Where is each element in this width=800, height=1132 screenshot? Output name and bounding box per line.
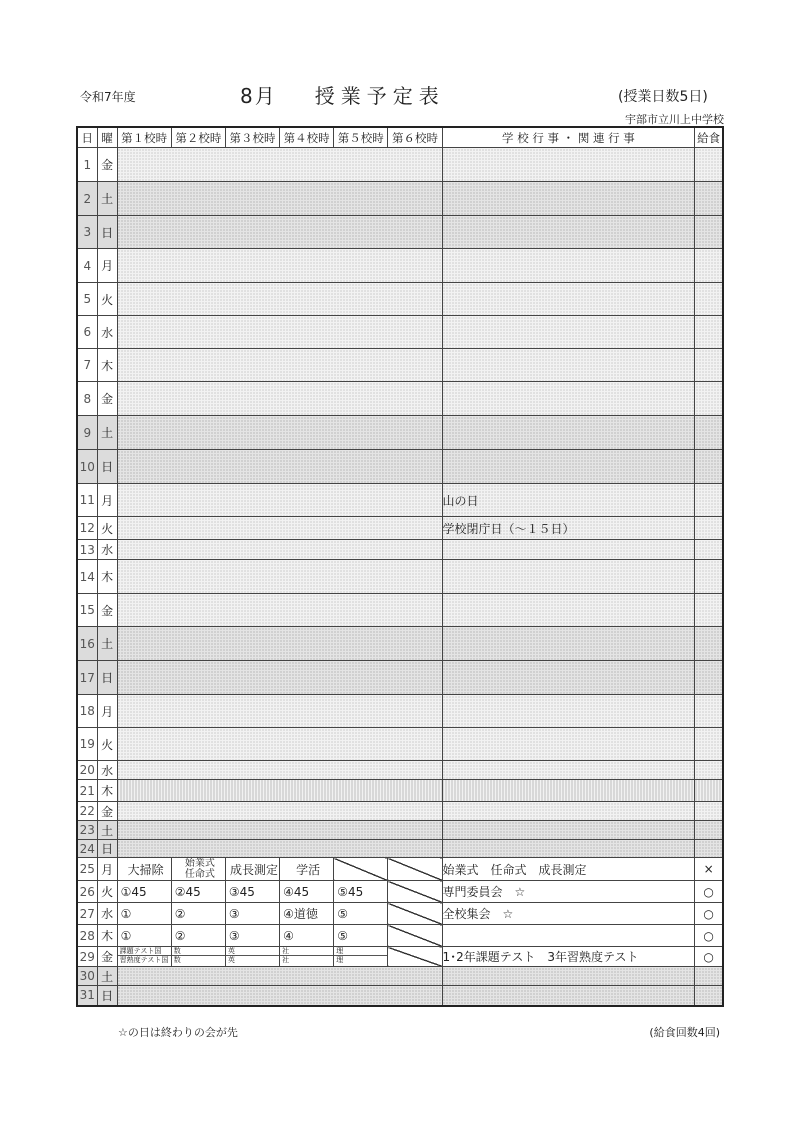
lunch-cell: [695, 986, 723, 1006]
lunch-cell: [695, 484, 723, 517]
lunch-cell: [695, 517, 723, 540]
day-row: [77, 925, 723, 947]
day-number: 3: [77, 216, 97, 249]
day-number: 7: [77, 349, 97, 382]
header-period-5: 第５校時: [334, 127, 388, 148]
day-of-week: 月: [97, 858, 117, 881]
school-name: 宇部市立川上中学校: [625, 113, 724, 126]
day-row: [77, 780, 723, 802]
header-period-6: 第６校時: [388, 127, 442, 148]
header-lunch: 給食: [695, 127, 723, 148]
period-block: [117, 216, 442, 249]
period-block: [117, 283, 442, 316]
period-block: [117, 695, 442, 728]
lunch-cell: [695, 802, 723, 821]
day-number: 25: [77, 858, 97, 881]
day-of-week: 火: [97, 881, 117, 903]
period-block: [117, 986, 442, 1006]
day-row: [77, 382, 723, 416]
day-row: [77, 695, 723, 728]
day-row: [77, 802, 723, 821]
day-of-week: 水: [97, 540, 117, 560]
lunch-cell: ○: [695, 947, 723, 967]
lunch-cell: [695, 967, 723, 986]
period-block: [117, 249, 442, 283]
period-block: [117, 182, 442, 216]
lunch-cell: ○: [695, 881, 723, 903]
day-number: 31: [77, 986, 97, 1006]
event-cell: [442, 349, 695, 382]
day-number: 30: [77, 967, 97, 986]
day-of-week: 土: [97, 416, 117, 450]
day-number: 26: [77, 881, 97, 903]
period-cell: ①45: [117, 881, 171, 903]
day-number: 2: [77, 182, 97, 216]
day-row: [77, 517, 723, 540]
period-cell: ③: [225, 903, 279, 925]
event-cell: 専門委員会 ☆: [442, 881, 695, 903]
period-block: [117, 416, 442, 450]
day-number: 18: [77, 695, 97, 728]
lunch-cell: [695, 316, 723, 349]
event-cell: [442, 925, 695, 947]
lunch-cell: [695, 661, 723, 695]
month-label: 8月: [240, 84, 277, 108]
day-of-week: 木: [97, 560, 117, 594]
day-of-week: 土: [97, 967, 117, 986]
period-cell: 大掃除: [117, 858, 171, 881]
period-cell-none: [388, 925, 442, 947]
day-row: [77, 349, 723, 382]
period-cell: ②: [171, 903, 225, 925]
day-number: 22: [77, 802, 97, 821]
header-period-1: 第１校時: [117, 127, 171, 148]
period-cell: ④: [280, 925, 334, 947]
day-number: 1: [77, 148, 97, 182]
day-of-week: 水: [97, 761, 117, 780]
lunch-cell: [695, 780, 723, 802]
period-cell-none: [388, 858, 442, 881]
period-block: [117, 382, 442, 416]
event-cell: [442, 802, 695, 821]
day-row: [77, 627, 723, 661]
event-cell: [442, 283, 695, 316]
lunch-cell: [695, 540, 723, 560]
lunch-cell: [695, 821, 723, 840]
day-row: [77, 316, 723, 349]
period-cell-none: [388, 947, 442, 967]
period-cell: ①: [117, 903, 171, 925]
day-row: [77, 484, 723, 517]
day-of-week: 金: [97, 148, 117, 182]
period-top: 理: [334, 947, 387, 956]
header-period-2: 第２校時: [171, 127, 225, 148]
event-cell: [442, 594, 695, 627]
period-block: [117, 802, 442, 821]
period-bottom: 習熟度テスト国: [119, 956, 169, 964]
day-of-week: 土: [97, 182, 117, 216]
period-block: [117, 540, 442, 560]
day-of-week: 月: [97, 249, 117, 283]
lunch-cell: [695, 840, 723, 858]
header-day: 日: [77, 127, 97, 148]
header-row: [77, 127, 723, 148]
day-of-week: 金: [97, 594, 117, 627]
period-cell: [334, 947, 388, 967]
period-block: [117, 594, 442, 627]
event-cell: [442, 216, 695, 249]
day-of-week: 火: [97, 517, 117, 540]
day-number: 29: [77, 947, 97, 967]
day-number: 19: [77, 728, 97, 761]
day-number: 17: [77, 661, 97, 695]
period-block: [117, 627, 442, 661]
day-of-week: 日: [97, 840, 117, 858]
day-of-week: 日: [97, 450, 117, 484]
lunch-cell: [695, 283, 723, 316]
schedule-table: [76, 126, 724, 1007]
day-of-week: 金: [97, 802, 117, 821]
period-block: [117, 761, 442, 780]
lunch-cell: [695, 695, 723, 728]
period-cell: 始業式 任命式: [171, 858, 225, 881]
period-cell: [117, 947, 171, 967]
event-cell: [442, 661, 695, 695]
period-block: [117, 840, 442, 858]
event-cell: [442, 382, 695, 416]
period-cell-none: [388, 881, 442, 903]
lunch-cell: [695, 416, 723, 450]
period-block: [117, 821, 442, 840]
day-number: 15: [77, 594, 97, 627]
lunch-cell: [695, 728, 723, 761]
day-of-week: 土: [97, 627, 117, 661]
day-of-week: 日: [97, 986, 117, 1006]
period-cell: ⑤: [334, 925, 388, 947]
period-bottom: 数: [173, 956, 181, 964]
period-bottom: 英: [227, 956, 235, 964]
day-of-week: 日: [97, 216, 117, 249]
event-cell: 全校集会 ☆: [442, 903, 695, 925]
event-cell: [442, 540, 695, 560]
lunch-cell: ×: [695, 858, 723, 881]
period-cell: ⑤45: [334, 881, 388, 903]
event-cell: [442, 840, 695, 858]
period-cell: ③45: [225, 881, 279, 903]
period-top: 数: [172, 947, 225, 956]
period-top: 課題テスト国: [118, 947, 171, 956]
event-cell: [442, 182, 695, 216]
day-number: 6: [77, 316, 97, 349]
event-cell: [442, 249, 695, 283]
period-bottom: 社: [282, 956, 290, 964]
footnote: ☆の日は終わりの会が先: [118, 1026, 238, 1039]
lunch-cell: [695, 560, 723, 594]
day-row: [77, 903, 723, 925]
day-number: 24: [77, 840, 97, 858]
day-row: [77, 450, 723, 484]
lunch-cell: [695, 148, 723, 182]
day-of-week: 火: [97, 283, 117, 316]
day-row: [77, 249, 723, 283]
period-bottom: 理: [336, 956, 344, 964]
day-number: 21: [77, 780, 97, 802]
period-block: [117, 148, 442, 182]
period-block: [117, 728, 442, 761]
day-of-week: 火: [97, 728, 117, 761]
event-cell: 1･2年課題テスト 3年習熟度テスト: [442, 947, 695, 967]
event-cell: 学校閉庁日（～１５日）: [442, 517, 695, 540]
day-number: 11: [77, 484, 97, 517]
period-cell: [280, 947, 334, 967]
header-period-3: 第３校時: [225, 127, 279, 148]
day-number: 23: [77, 821, 97, 840]
period-cell: ②: [171, 925, 225, 947]
day-number: 12: [77, 517, 97, 540]
day-number: 13: [77, 540, 97, 560]
day-number: 20: [77, 761, 97, 780]
event-cell: [442, 967, 695, 986]
period-block: [117, 517, 442, 540]
period-cell: 成長測定: [225, 858, 279, 881]
day-row: [77, 821, 723, 840]
day-number: 14: [77, 560, 97, 594]
event-cell: [442, 780, 695, 802]
lunch-cell: [695, 594, 723, 627]
day-of-week: 金: [97, 947, 117, 967]
day-row: [77, 594, 723, 627]
lunch-cell: [695, 249, 723, 283]
day-of-week: 水: [97, 903, 117, 925]
day-of-week: 月: [97, 695, 117, 728]
day-row: [77, 182, 723, 216]
day-number: 9: [77, 416, 97, 450]
day-of-week: 木: [97, 349, 117, 382]
day-row: [77, 416, 723, 450]
event-cell: [442, 416, 695, 450]
day-of-week: 土: [97, 821, 117, 840]
period-block: [117, 316, 442, 349]
period-block: [117, 450, 442, 484]
class-days-total: (授業日数5日): [618, 89, 708, 105]
day-number: 10: [77, 450, 97, 484]
lunch-cell: [695, 216, 723, 249]
period-cell: ④45: [280, 881, 334, 903]
period-cell: ②45: [171, 881, 225, 903]
header-dow: 曜: [97, 127, 117, 148]
lunch-cell: [695, 349, 723, 382]
period-cell: ①: [117, 925, 171, 947]
period-cell: [225, 947, 279, 967]
day-row: [77, 216, 723, 249]
event-cell: [442, 148, 695, 182]
day-of-week: 木: [97, 780, 117, 802]
header-period-4: 第４校時: [280, 127, 334, 148]
day-row: [77, 283, 723, 316]
event-cell: [442, 450, 695, 484]
lunch-count: (給食回数4回): [649, 1026, 720, 1039]
day-row: [77, 661, 723, 695]
event-cell: [442, 821, 695, 840]
title-label: 授業予定表: [314, 84, 445, 108]
period-block: [117, 967, 442, 986]
day-row: [77, 840, 723, 858]
lunch-cell: [695, 627, 723, 661]
day-of-week: 木: [97, 925, 117, 947]
lunch-cell: [695, 761, 723, 780]
day-of-week: 月: [97, 484, 117, 517]
day-row: [77, 947, 723, 967]
event-cell: 山の日: [442, 484, 695, 517]
day-number: 16: [77, 627, 97, 661]
period-cell: ④道徳: [280, 903, 334, 925]
period-block: [117, 661, 442, 695]
day-of-week: 日: [97, 661, 117, 695]
fiscal-year: 令和7年度: [80, 90, 136, 104]
period-cell-none: [334, 858, 388, 881]
day-row: [77, 540, 723, 560]
day-row: [77, 881, 723, 903]
period-top: 英: [226, 947, 279, 956]
event-cell: [442, 316, 695, 349]
event-cell: [442, 560, 695, 594]
event-cell: [442, 695, 695, 728]
event-cell: [442, 627, 695, 661]
period-block: [117, 780, 442, 802]
period-cell: 学活: [280, 858, 334, 881]
day-row: [77, 858, 723, 881]
period-cell: [171, 947, 225, 967]
event-cell: [442, 728, 695, 761]
event-cell: [442, 761, 695, 780]
period-block: [117, 484, 442, 517]
page-title: [240, 80, 445, 109]
day-row: [77, 728, 723, 761]
day-number: 8: [77, 382, 97, 416]
lunch-cell: ○: [695, 925, 723, 947]
day-row: [77, 148, 723, 182]
lunch-cell: [695, 382, 723, 416]
lunch-cell: [695, 450, 723, 484]
day-row: [77, 967, 723, 986]
lunch-cell: ○: [695, 903, 723, 925]
event-cell: 始業式 任命式 成長測定: [442, 858, 695, 881]
day-number: 28: [77, 925, 97, 947]
day-number: 5: [77, 283, 97, 316]
event-cell: [442, 986, 695, 1006]
day-number: 4: [77, 249, 97, 283]
period-block: [117, 349, 442, 382]
day-row: [77, 560, 723, 594]
period-cell: ⑤: [334, 903, 388, 925]
day-row: [77, 986, 723, 1006]
period-top: 社: [280, 947, 333, 956]
period-block: [117, 560, 442, 594]
period-cell-none: [388, 903, 442, 925]
day-of-week: 金: [97, 382, 117, 416]
period-cell: ③: [225, 925, 279, 947]
day-row: [77, 761, 723, 780]
day-of-week: 水: [97, 316, 117, 349]
lunch-cell: [695, 182, 723, 216]
day-number: 27: [77, 903, 97, 925]
header-events: 学 校 行 事 ・ 関 連 行 事: [442, 127, 695, 148]
